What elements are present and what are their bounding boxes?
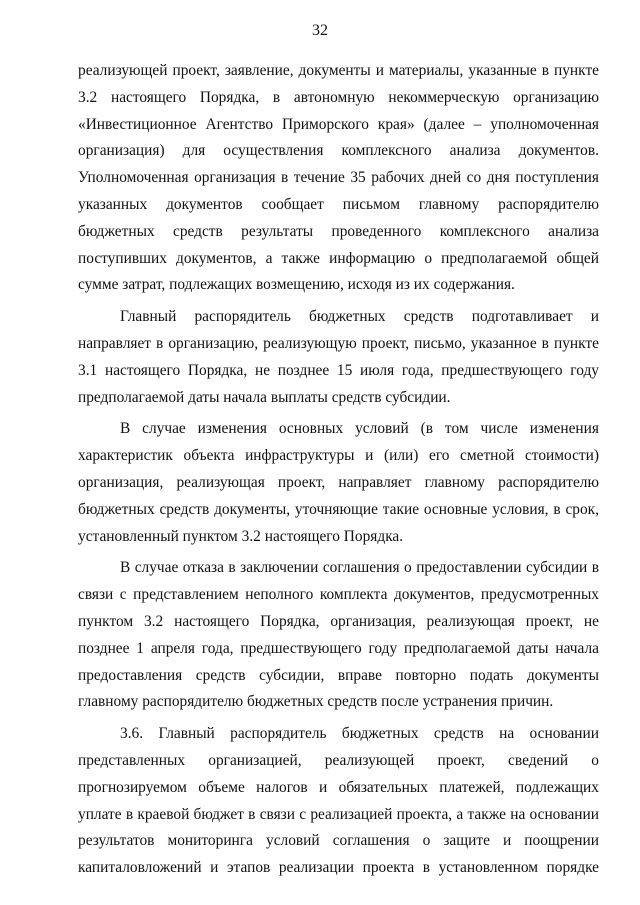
paragraph-refusal-resubmission: В случае отказа в заключении соглашения о предоставлении субсидии в связи с представлением неполного комплекта документов, предусмотренных пунктом 3.2 настоящего Порядка, организация, реализующая проект, не позднее 1 апреля года, предшествующего году предполагаемой даты начала предоставления средств субсидии, вправе повторно подать документы главному распорядителю бюджетных средств после устранения причин. <box>78 559 599 711</box>
paragraph-change-conditions: В случае изменения основных условий (в том числе изменения характеристик объекта инфраструктуры и (или) его сметной стоимости) организация, реализующая проект, направляет главному распорядителю бюджетных средств документы, уточняющие такие основные условия, в срок, установленный пунктом 3.2 настоящего Порядка. <box>78 420 599 545</box>
paragraph-continuation: реализующей проект, заявление, документы и материалы, указанные в пункте 3.2 настоящего Порядка, в автономную некоммерческую организацию «Инвестиционное Агентство Приморского края» (далее – уполномоченная организация) для осуществления комплексного анализа документов. Уполномоченная организация в течение 35 рабочих дней со дня поступления указанных документов сообщает письмом главному распорядителю бюджетных средств результаты проведенного комплексного анализа поступивших документов, а также информацию о предполагаемой общей сумме затрат, подлежащих возмещению, исходя из их содержания. <box>78 62 599 294</box>
paragraph-clause-3-6: 3.6. Главный распорядитель бюджетных средств на основании представленных организацией, реализующей проект, сведений о прогнозируемом объеме налогов и обязательных платежей, подлежащих уплате в краевой бюджет в связи с реализацией проекта, а также на основании результатов мониторинга условий соглашения о защите и поощрении капиталовложений и этапов реализации проекта в установленном порядке <box>78 725 599 877</box>
document-body <box>78 58 599 882</box>
paragraph-letter-deadline: Главный распорядитель бюджетных средств подготавливает и направляет в организацию, реализующую проект, письмо, указанное в пункте 3.1 настоящего Порядка, не позднее 15 июля года, предшествующего году предполагаемой даты начала выплаты средств субсидии. <box>78 308 599 406</box>
page-number: 32 <box>312 22 328 39</box>
